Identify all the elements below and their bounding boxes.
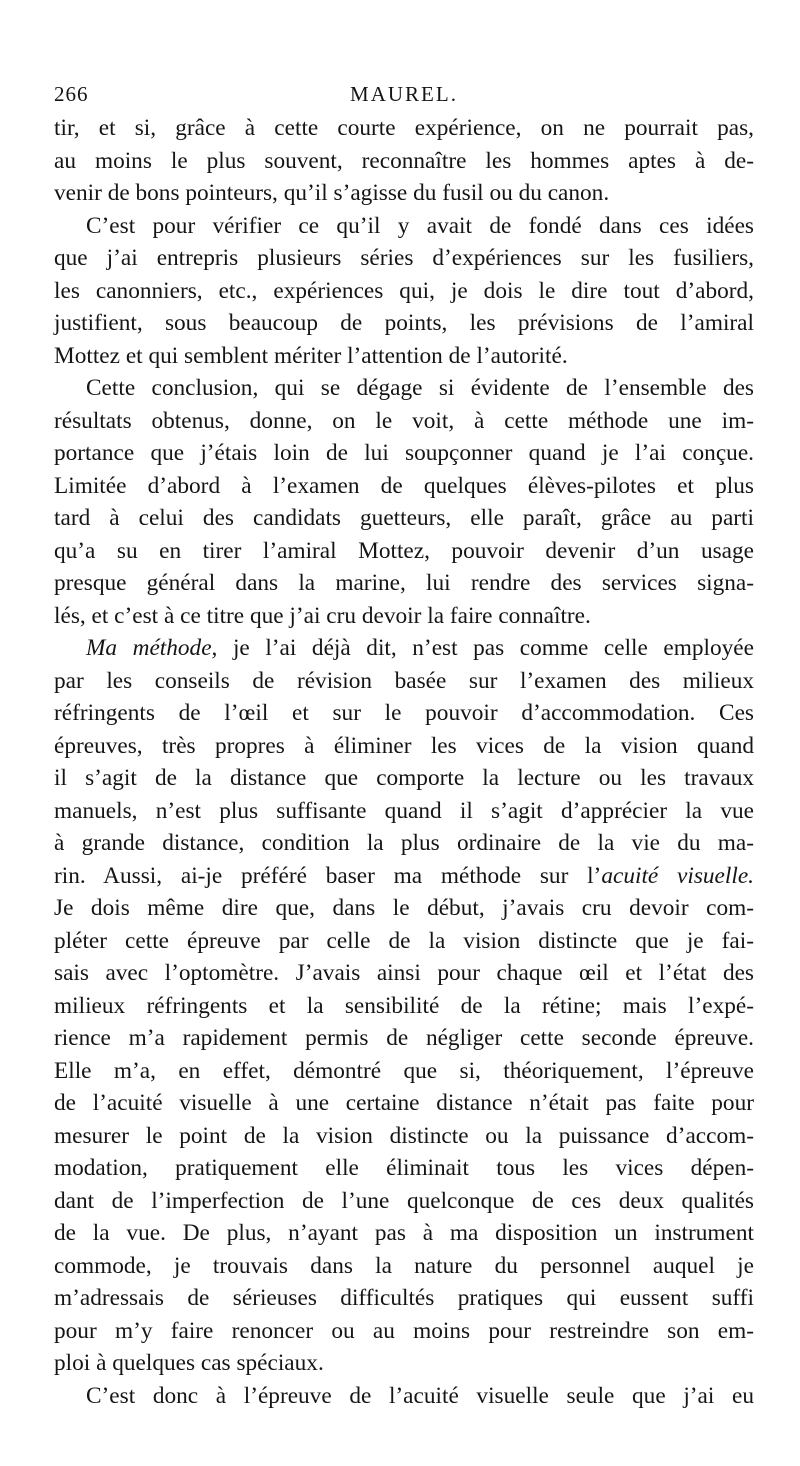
text-line: que j’ai entrepris plusieurs séries d’expériences sur les fusiliers, — [54, 245, 754, 271]
text-line: de l’acuité visuelle à une certaine distance n’était pas faite pour — [54, 1090, 754, 1116]
text-line: qu’a su en tirer l’amiral Mottez, pouvoir devenir d’un usage — [54, 537, 754, 564]
text-line: presque général dans la marine, lui rendre des services signa- — [54, 570, 754, 596]
text-line: Je dois même dire que, dans le début, j’avais cru devoir com- — [54, 895, 754, 921]
text-line: pour m’y faire renoncer ou au moins pour restreindre son em- — [54, 1317, 754, 1344]
text-line: ploi à quelques cas spéciaux. — [54, 1350, 324, 1376]
text-line: justifient, sous beaucoup de points, les prévisions de l’amiral — [54, 310, 754, 336]
text-line: portance que j’étais loin de lui soupçonner quand je l’ai conçue. — [54, 440, 754, 466]
text-line: lés, et c’est à ce titre que j’ai cru devoir la faire connaître. — [54, 602, 591, 629]
page-header — [54, 82, 754, 112]
text-line: C’est pour vérifier ce qu’il y avait de fondé dans ces idées — [86, 212, 754, 239]
text-line: à grande distance, condition la plus ordinaire de la vie du ma- — [54, 830, 754, 856]
text-line: Mottez et qui semblent mériter l’attention de l’autorité. — [54, 342, 568, 369]
running-head: MAUREL. — [350, 82, 458, 106]
text-line: résultats obtenus, donne, on le voit, à cette méthode une im- — [54, 407, 754, 434]
text-line: mesurer le point de la vision distincte ou la puissance d’accom- — [54, 1122, 754, 1149]
text-line: Limitée d’abord à l’examen de quelques élèves-pilotes et plus — [54, 472, 754, 499]
text-line: réfringents de l’œil et sur le pouvoir d’accommodation. Ces — [54, 700, 754, 726]
text-line: m’adressais de sérieuses difficultés pratiques qui eussent suffi — [54, 1285, 754, 1311]
text-line: Elle m’a, en effet, démontré que si, théoriquement, l’épreuve — [54, 1057, 754, 1084]
text-line: C’est donc à l’épreuve de l’acuité visuelle seule que j’ai eu — [86, 1382, 754, 1409]
text-line: tard à celui des candidats guetteurs, elle paraît, grâce au parti — [54, 505, 754, 531]
text-line: sais avec l’optomètre. J’avais ainsi pour chaque œil et l’état des — [54, 960, 754, 986]
text-line: venir de bons pointeurs, qu’il s’agisse du fusil ou du canon. — [54, 180, 610, 206]
text-line: Ma méthode, je l’ai déjà dit, n’est pas comme celle employée — [86, 635, 754, 661]
text-line: pléter cette épreuve par celle de la vision distincte que je fai- — [54, 927, 754, 954]
text-line: par les conseils de révision basée sur l’examen des milieux — [54, 667, 754, 694]
body-text — [54, 112, 754, 1412]
text-line: commode, je trouvais dans la nature du personnel auquel je — [54, 1252, 754, 1279]
text-line: manuels, n’est plus suffisante quand il s’agit d’apprécier la vue — [54, 797, 754, 824]
page-number: 266 — [54, 82, 89, 106]
text-line: dant de l’imperfection de l’une quelconque de ces deux qualités — [54, 1187, 754, 1214]
text-line: milieux réfringents et la sensibilité de la rétine; mais l’expé- — [54, 992, 754, 1019]
text-line: tir, et si, grâce à cette courte expérience, on ne pourrait pas, — [54, 115, 754, 141]
text-line: il s’agit de la distance que comporte la lecture ou les travaux — [54, 765, 754, 791]
text-line: modation, pratiquement elle éliminait tous les vices dépen- — [54, 1155, 754, 1181]
text-line: les canonniers, etc., expériences qui, je dois le dire tout d’abord, — [54, 277, 754, 304]
text-line: Cette conclusion, qui se dégage si évidente de l’ensemble des — [86, 375, 754, 401]
text-line: épreuves, très propres à éliminer les vices de la vision quand — [54, 732, 754, 759]
text-line: rience m’a rapidement permis de négliger cette seconde épreuve. — [54, 1025, 754, 1051]
text-line: de la vue. De plus, n’ayant pas à ma disposition un instrument — [54, 1220, 754, 1246]
text-line: au moins le plus souvent, reconnaître les hommes aptes à de- — [54, 147, 754, 174]
text-line: rin. Aussi, ai-je préféré baser ma méthode sur l’acuité visuelle. — [54, 862, 754, 889]
